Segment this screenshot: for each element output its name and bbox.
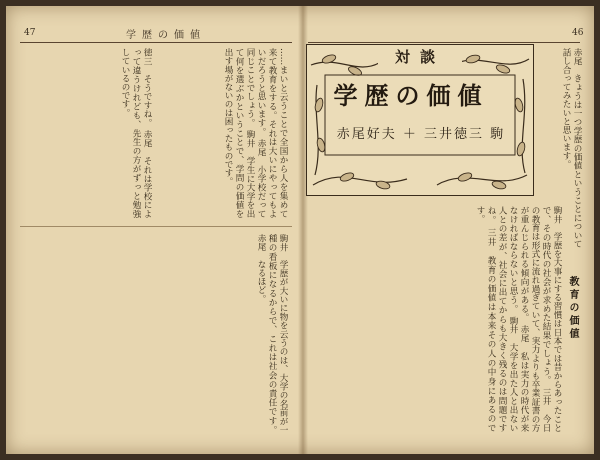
left-running-head: 学歴の価値 xyxy=(126,30,206,41)
left-paragraph-3: 駒井 学生に大学を出て何を選ぶかということで、学問の価値を出す場がないのは困ったものです。 xyxy=(223,48,255,218)
left-mid-rule xyxy=(20,226,292,227)
left-column-lower xyxy=(20,234,288,434)
right-paragraph-5: 駒井 大学を出た人と出ない人との差が、社会に出てからも大きく残るのは問題ですね。 xyxy=(486,206,518,432)
left-paragraph-2: 赤尾 小学校だって同じことでしょう。 xyxy=(245,48,266,218)
left-header-rule xyxy=(20,42,292,43)
right-paragraph-2: 駒井 学歴を大事にする習慣は日本では昔からあったことで、その時代の社会が求めた結果でしょう。 xyxy=(541,206,562,432)
left-page-number: 47 xyxy=(24,28,36,38)
participants-line: 赤尾好夫 ＋ 三井徳三 駒 xyxy=(336,127,506,142)
right-paragraph-1: 赤尾 きょうは一つ学歴の価値ということについて話し合ってみたいと思います。 xyxy=(561,48,582,248)
left-paragraph-5: 赤尾 それは学校によって違うけれども、先生の方がずっと勉強しているのです。 xyxy=(120,48,152,218)
feature-label: 対談 xyxy=(378,46,462,68)
left-column-upper-right xyxy=(156,48,288,218)
right-paragraph-6: 三井 教育の価値は本来その人の中身にあるのです。 xyxy=(475,206,496,432)
section-heading: 教育の価値 xyxy=(567,276,578,341)
right-header-rule xyxy=(308,42,580,43)
left-paragraph-1: ……まいと云うことで全国から人を集めて来て教育をする。それは大いにやってもよいだろうと思います。 xyxy=(256,48,288,218)
left-column-upper-left xyxy=(20,48,152,218)
right-page-number: 46 xyxy=(572,28,584,38)
right-column-lower xyxy=(308,206,562,432)
left-paragraph-4: 徳三 そうですね。 xyxy=(142,48,152,128)
left-paragraph-7: 赤尾 なるほど。 xyxy=(256,234,266,303)
article-title: 学歴の価値 xyxy=(333,82,489,110)
right-paragraph-3: 三井 今日の教育は形式に流れ過ぎていて、実力よりも卒業証書の方が重んじられる傾向がある。 xyxy=(519,206,551,432)
right-paragraph-4: 赤尾 私は実力の時代が来なければならないと思う。 xyxy=(508,206,529,432)
left-paragraph-6: 駒井 学歴が大いに物を云うのは、大学の名前が一種の看板になるからで、これは社会の責任です。 xyxy=(267,234,288,434)
